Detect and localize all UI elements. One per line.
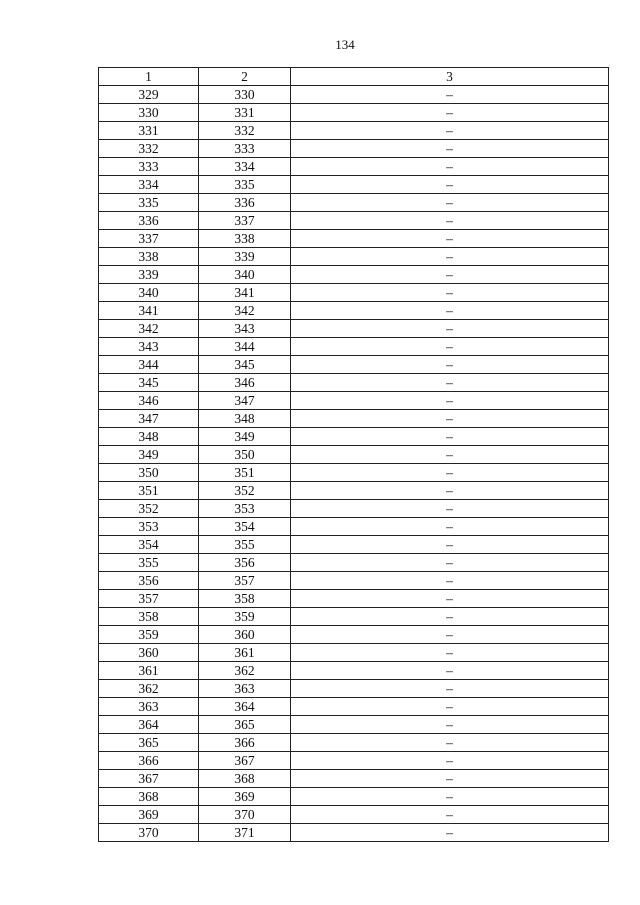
- table-cell-col-2: 353: [199, 500, 291, 518]
- table-cell-col-2: 354: [199, 518, 291, 536]
- table-row: [99, 248, 609, 266]
- table-cell-col-2: 345: [199, 356, 291, 374]
- table-row: [99, 662, 609, 680]
- table-cell-col-2: 347: [199, 392, 291, 410]
- table-row: [99, 752, 609, 770]
- table-cell-col-2: 344: [199, 338, 291, 356]
- table-row: [99, 392, 609, 410]
- table-cell-col-1: 348: [99, 428, 199, 446]
- table-row: [99, 626, 609, 644]
- table-cell-col-3: –: [291, 266, 609, 284]
- table-row: [99, 572, 609, 590]
- table-cell-col-1: 355: [99, 554, 199, 572]
- table-row: [99, 590, 609, 608]
- table-cell-col-3: –: [291, 644, 609, 662]
- table-row: [99, 716, 609, 734]
- table-cell-col-2: 339: [199, 248, 291, 266]
- table-cell-col-3: –: [291, 536, 609, 554]
- table-row: [99, 536, 609, 554]
- table-cell-col-2: 332: [199, 122, 291, 140]
- table-row: [99, 194, 609, 212]
- table-cell-col-1: 352: [99, 500, 199, 518]
- table-cell-col-3: –: [291, 500, 609, 518]
- table-cell-col-1: 343: [99, 338, 199, 356]
- table-cell-col-2: 341: [199, 284, 291, 302]
- table-cell-col-3: –: [291, 590, 609, 608]
- header-row: [99, 68, 609, 86]
- column-header-3: 3: [291, 68, 609, 86]
- table-cell-col-1: 356: [99, 572, 199, 590]
- table-cell-col-2: 336: [199, 194, 291, 212]
- table-cell-col-2: 337: [199, 212, 291, 230]
- table-cell-col-3: –: [291, 86, 609, 104]
- table-cell-col-2: 361: [199, 644, 291, 662]
- table-row: [99, 302, 609, 320]
- table-cell-col-1: 333: [99, 158, 199, 176]
- table-row: [99, 338, 609, 356]
- table-row: [99, 698, 609, 716]
- table-cell-col-1: 364: [99, 716, 199, 734]
- table-cell-col-3: –: [291, 248, 609, 266]
- table-row: [99, 104, 609, 122]
- table-cell-col-3: –: [291, 194, 609, 212]
- table-cell-col-1: 362: [99, 680, 199, 698]
- table-cell-col-1: 338: [99, 248, 199, 266]
- page-number: 134: [335, 37, 355, 52]
- table-cell-col-3: –: [291, 734, 609, 752]
- table-row: [99, 500, 609, 518]
- table-row: [99, 806, 609, 824]
- table-cell-col-3: –: [291, 104, 609, 122]
- table-row: [99, 788, 609, 806]
- table-row: [99, 212, 609, 230]
- table-cell-col-1: 344: [99, 356, 199, 374]
- table-cell-col-2: 348: [199, 410, 291, 428]
- table-cell-col-1: 345: [99, 374, 199, 392]
- table-cell-col-1: 363: [99, 698, 199, 716]
- column-header-2: 2: [199, 68, 291, 86]
- table-cell-col-1: 337: [99, 230, 199, 248]
- table-row: [99, 680, 609, 698]
- table-cell-col-1: 349: [99, 446, 199, 464]
- table-cell-col-2: 338: [199, 230, 291, 248]
- table-cell-col-1: 365: [99, 734, 199, 752]
- table-row: [99, 824, 609, 842]
- table-row: [99, 518, 609, 536]
- table-row: [99, 356, 609, 374]
- table-cell-col-1: 361: [99, 662, 199, 680]
- table-cell-col-3: –: [291, 338, 609, 356]
- table-cell-col-2: 364: [199, 698, 291, 716]
- table-cell-col-1: 350: [99, 464, 199, 482]
- table-row: [99, 608, 609, 626]
- table-row: [99, 140, 609, 158]
- table-cell-col-3: –: [291, 284, 609, 302]
- table-cell-col-2: 360: [199, 626, 291, 644]
- table-cell-col-1: 360: [99, 644, 199, 662]
- table-cell-col-2: 369: [199, 788, 291, 806]
- table-row: [99, 410, 609, 428]
- table-cell-col-3: –: [291, 410, 609, 428]
- table-cell-col-2: 359: [199, 608, 291, 626]
- table-cell-col-2: 371: [199, 824, 291, 842]
- table-cell-col-2: 342: [199, 302, 291, 320]
- table-cell-col-1: 341: [99, 302, 199, 320]
- table-cell-col-3: –: [291, 824, 609, 842]
- table-cell-col-1: 369: [99, 806, 199, 824]
- table-cell-col-3: –: [291, 680, 609, 698]
- table-cell-col-2: 349: [199, 428, 291, 446]
- table-cell-col-3: –: [291, 158, 609, 176]
- table-row: [99, 158, 609, 176]
- table-cell-col-3: –: [291, 716, 609, 734]
- table-cell-col-3: –: [291, 374, 609, 392]
- table-cell-col-1: 367: [99, 770, 199, 788]
- table-cell-col-3: –: [291, 698, 609, 716]
- table-cell-col-2: 343: [199, 320, 291, 338]
- table-row: [99, 554, 609, 572]
- table-cell-col-2: 331: [199, 104, 291, 122]
- table-cell-col-3: –: [291, 608, 609, 626]
- table-row: [99, 734, 609, 752]
- table-cell-col-3: –: [291, 572, 609, 590]
- table-cell-col-3: –: [291, 212, 609, 230]
- table-cell-col-2: 330: [199, 86, 291, 104]
- table-cell-col-3: –: [291, 230, 609, 248]
- table-cell-col-1: 347: [99, 410, 199, 428]
- table-cell-col-1: 339: [99, 266, 199, 284]
- table-cell-col-1: 357: [99, 590, 199, 608]
- table-cell-col-3: –: [291, 662, 609, 680]
- table-cell-col-2: 363: [199, 680, 291, 698]
- table-cell-col-1: 370: [99, 824, 199, 842]
- table-cell-col-2: 334: [199, 158, 291, 176]
- table-cell-col-3: –: [291, 482, 609, 500]
- table-cell-col-2: 355: [199, 536, 291, 554]
- table-cell-col-1: 332: [99, 140, 199, 158]
- table-cell-col-1: 335: [99, 194, 199, 212]
- table-cell-col-2: 335: [199, 176, 291, 194]
- table-cell-col-3: –: [291, 626, 609, 644]
- column-header-1: 1: [99, 68, 199, 86]
- table-cell-col-2: 362: [199, 662, 291, 680]
- table-header: [99, 68, 609, 86]
- table-cell-col-3: –: [291, 770, 609, 788]
- table-row: [99, 86, 609, 104]
- table-row: [99, 482, 609, 500]
- table-cell-col-1: 353: [99, 518, 199, 536]
- table-cell-col-1: 358: [99, 608, 199, 626]
- table-row: [99, 266, 609, 284]
- data-table: [98, 67, 609, 842]
- table-cell-col-2: 367: [199, 752, 291, 770]
- table-cell-col-2: 340: [199, 266, 291, 284]
- table-cell-col-1: 342: [99, 320, 199, 338]
- table-cell-col-2: 368: [199, 770, 291, 788]
- table-cell-col-1: 346: [99, 392, 199, 410]
- table-cell-col-1: 351: [99, 482, 199, 500]
- table-row: [99, 644, 609, 662]
- table-row: [99, 374, 609, 392]
- table-cell-col-1: 336: [99, 212, 199, 230]
- table-cell-col-1: 334: [99, 176, 199, 194]
- table-cell-col-2: 358: [199, 590, 291, 608]
- table-cell-col-3: –: [291, 356, 609, 374]
- table-cell-col-3: –: [291, 806, 609, 824]
- table-cell-col-2: 351: [199, 464, 291, 482]
- table-cell-col-2: 346: [199, 374, 291, 392]
- table-cell-col-1: 330: [99, 104, 199, 122]
- table-row: [99, 230, 609, 248]
- table-cell-col-1: 359: [99, 626, 199, 644]
- table-row: [99, 464, 609, 482]
- table-cell-col-2: 365: [199, 716, 291, 734]
- table-cell-col-2: 350: [199, 446, 291, 464]
- table-cell-col-3: –: [291, 302, 609, 320]
- table-body: [99, 86, 609, 842]
- table-cell-col-3: –: [291, 518, 609, 536]
- table-cell-col-1: 331: [99, 122, 199, 140]
- table-row: [99, 446, 609, 464]
- table-row: [99, 428, 609, 446]
- table-cell-col-1: 340: [99, 284, 199, 302]
- table-cell-col-3: –: [291, 428, 609, 446]
- table-cell-col-2: 370: [199, 806, 291, 824]
- table-cell-col-3: –: [291, 176, 609, 194]
- table-cell-col-3: –: [291, 554, 609, 572]
- table-cell-col-2: 333: [199, 140, 291, 158]
- table-cell-col-2: 366: [199, 734, 291, 752]
- table-cell-col-1: 368: [99, 788, 199, 806]
- table-cell-col-1: 354: [99, 536, 199, 554]
- table-cell-col-2: 357: [199, 572, 291, 590]
- table-row: [99, 176, 609, 194]
- table-cell-col-3: –: [291, 446, 609, 464]
- table-cell-col-1: 366: [99, 752, 199, 770]
- table-cell-col-2: 352: [199, 482, 291, 500]
- table-cell-col-3: –: [291, 788, 609, 806]
- table-cell-col-3: –: [291, 140, 609, 158]
- table-cell-col-3: –: [291, 320, 609, 338]
- table-cell-col-2: 356: [199, 554, 291, 572]
- table-row: [99, 770, 609, 788]
- table-row: [99, 284, 609, 302]
- table-row: [99, 122, 609, 140]
- table-cell-col-3: –: [291, 122, 609, 140]
- table-cell-col-3: –: [291, 392, 609, 410]
- table-cell-col-3: –: [291, 464, 609, 482]
- table-row: [99, 320, 609, 338]
- table-cell-col-1: 329: [99, 86, 199, 104]
- table-cell-col-3: –: [291, 752, 609, 770]
